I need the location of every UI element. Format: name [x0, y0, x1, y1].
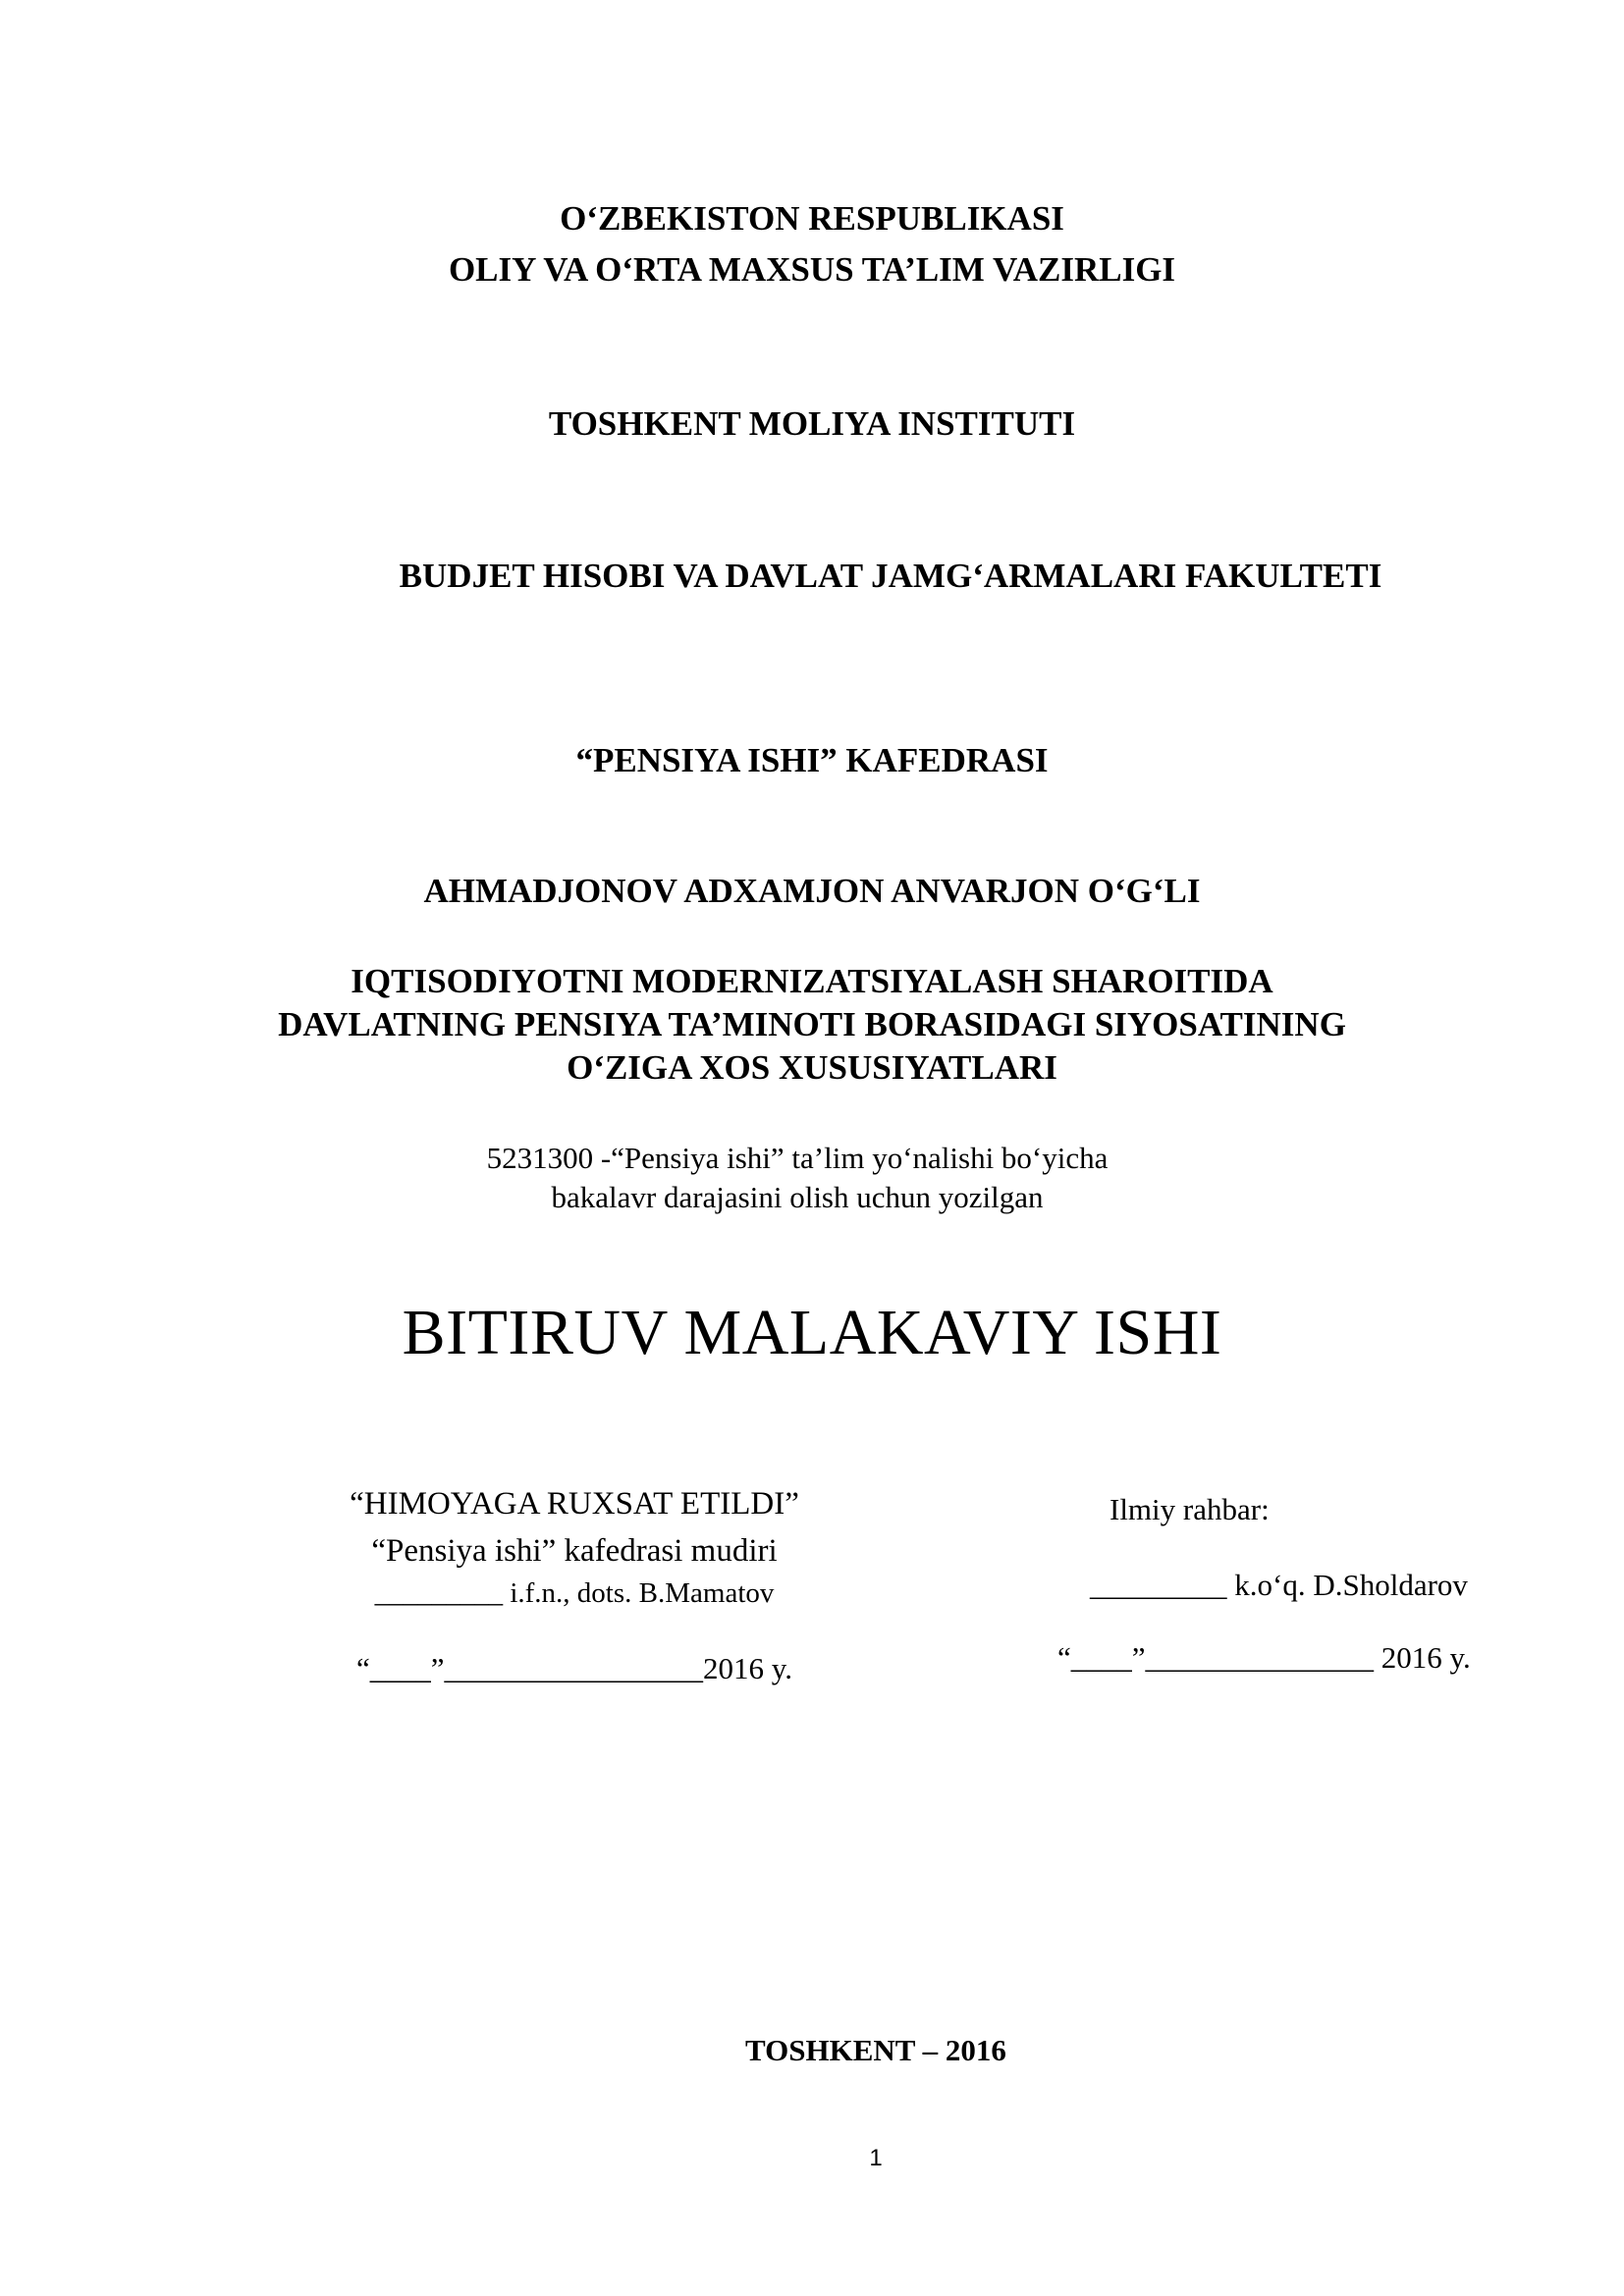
degree-line-1: 5231300 -“Pensiya ishi” ta’lim yo‘nalishi bo‘yicha	[486, 1141, 1109, 1175]
institute-name: TOSHKENT MOLIYA INSTITUTI	[548, 404, 1076, 443]
topic-line-2: DAVLATNING PENSIYA TA’MINOTI BORASIDAGI SIYOSATINING	[278, 1005, 1346, 1043]
ministry-name: OLIY VA O‘RTA MAXSUS TA’LIM VAZIRLIGI	[448, 250, 1176, 289]
supervisor-label: Ilmiy rahbar:	[1110, 1492, 1270, 1526]
city-year: TOSHKENT – 2016	[745, 2033, 1006, 2067]
page-number: 1	[869, 2145, 883, 2171]
author-name: AHMADJONOV ADXAMJON ANVARJON O‘G‘LI	[423, 872, 1201, 910]
approval-signature: _________ i.f.n., dots. B.Mamatov	[374, 1577, 775, 1609]
topic-line-1: IQTISODIYOTNI MODERNIZATSIYALASH SHAROITIDA	[351, 962, 1273, 1000]
supervisor-signature: _________ k.o‘q. D.Sholdarov	[1090, 1568, 1468, 1602]
approval-heading: “HIMOYAGA RUXSAT ETILDI”	[350, 1486, 799, 1522]
topic-line-3: O‘ZIGA XOS XUSUSIYATLARI	[567, 1048, 1057, 1087]
approval-role: “Pensiya ishi” kafedrasi mudiri	[371, 1533, 778, 1569]
degree-line-2: bakalavr darajasini olish uchun yozilgan	[551, 1180, 1044, 1214]
approval-date: “____”_________________2016 y.	[355, 1651, 792, 1685]
work-title: BITIRUV MALAKAVIY ISHI	[402, 1297, 1222, 1368]
faculty-name: BUDJET HISOBI VA DAVLAT JAMG‘ARMALARI FAKULTETI	[399, 557, 1382, 595]
department-name: “PENSIYA ISHI” KAFEDRASI	[575, 741, 1049, 779]
supervisor-date: “____”_______________ 2016 y.	[1057, 1640, 1471, 1675]
country-name: O‘ZBEKISTON RESPUBLIKASI	[560, 199, 1064, 238]
